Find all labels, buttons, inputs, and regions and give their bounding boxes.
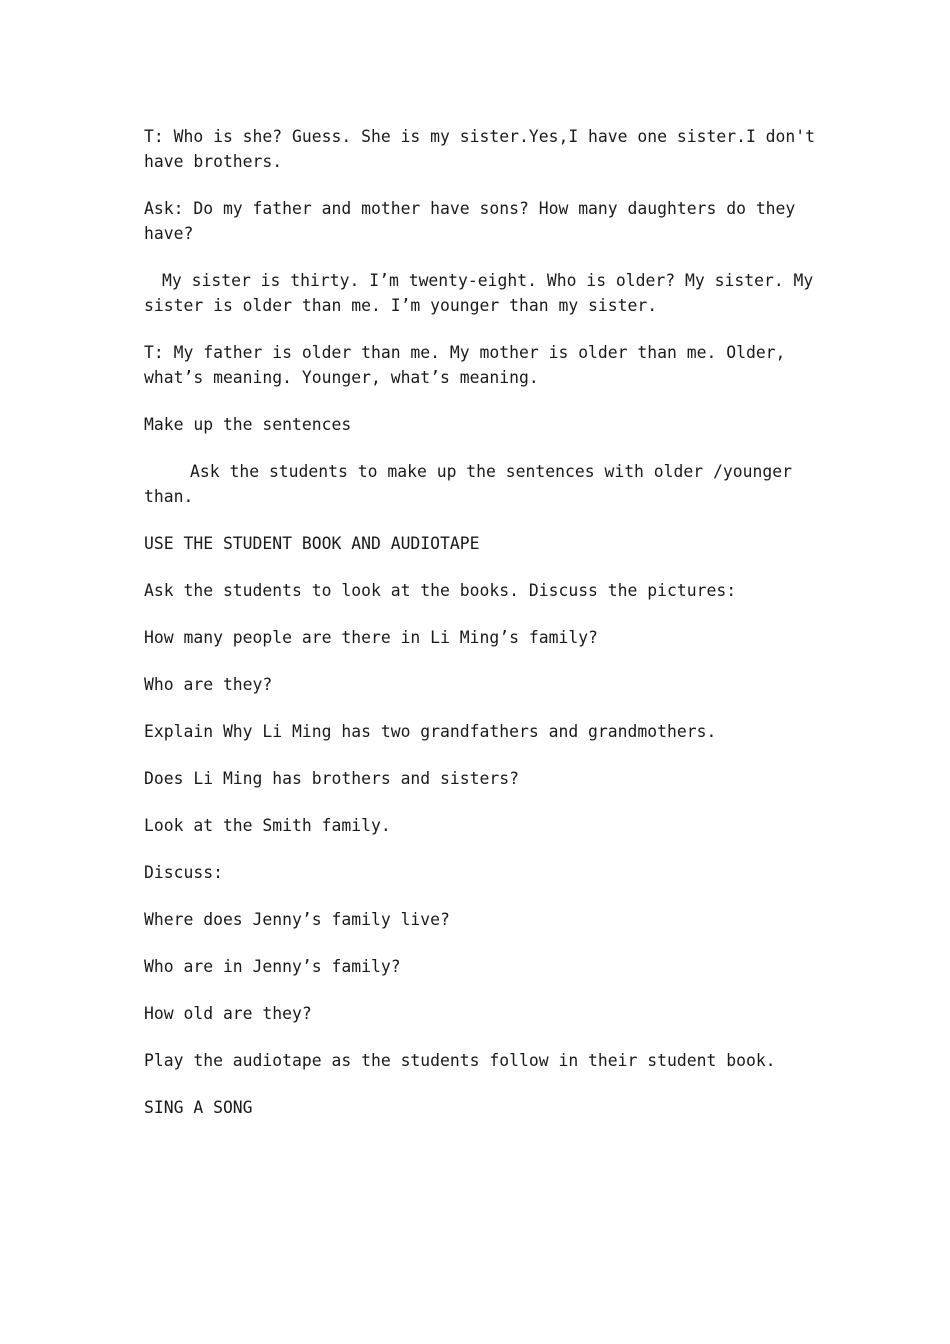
heading-sing-a-song: SING A SONG (144, 1098, 253, 1117)
question-how-old: How old are they? (144, 1004, 312, 1023)
paragraph-play-audiotape: Play the audiotape as the students follow in their student book. (144, 1051, 776, 1070)
document-body (144, 124, 824, 1142)
question-how-many-people: How many people are there in Li Ming’s family? (144, 628, 598, 647)
heading-student-book-audiotape: USE THE STUDENT BOOK AND AUDIOTAPE (144, 534, 480, 553)
paragraph-discuss-pictures: Ask the students to look at the books. Discuss the pictures: (144, 581, 737, 600)
paragraph-make-sentences-instruction: Ask the students to make up the sentences with older /younger than. (144, 462, 802, 506)
heading-make-up-sentences: Make up the sentences (144, 415, 352, 434)
paragraph-older-younger-meaning: T: My father is older than me. My mother is older than me. Older, what’s meaning. Younger, what’s meaning. (144, 343, 796, 387)
label-discuss: Discuss: (144, 863, 223, 882)
question-who-are-they: Who are they? (144, 675, 273, 694)
paragraph-sister-older: My sister is thirty. I’m twenty-eight. Who is older? My sister. My sister is older than me. I’m younger than my sister. (144, 271, 824, 315)
paragraph-ask-sons-daughters: Ask: Do my father and mother have sons? How many daughters do they have? (144, 199, 806, 243)
question-brothers-sisters: Does Li Ming has brothers and sisters? (144, 769, 519, 788)
question-who-in-family: Who are in Jenny’s family? (144, 957, 401, 976)
question-where-live: Where does Jenny’s family live? (144, 910, 450, 929)
paragraph-explain-grandparents: Explain Why Li Ming has two grandfathers and grandmothers. (144, 722, 717, 741)
paragraph-dialogue-sister: T: Who is she? Guess. She is my sister.Yes,I have one sister.I don't have brothers. (144, 127, 825, 171)
paragraph-smith-family: Look at the Smith family. (144, 816, 391, 835)
